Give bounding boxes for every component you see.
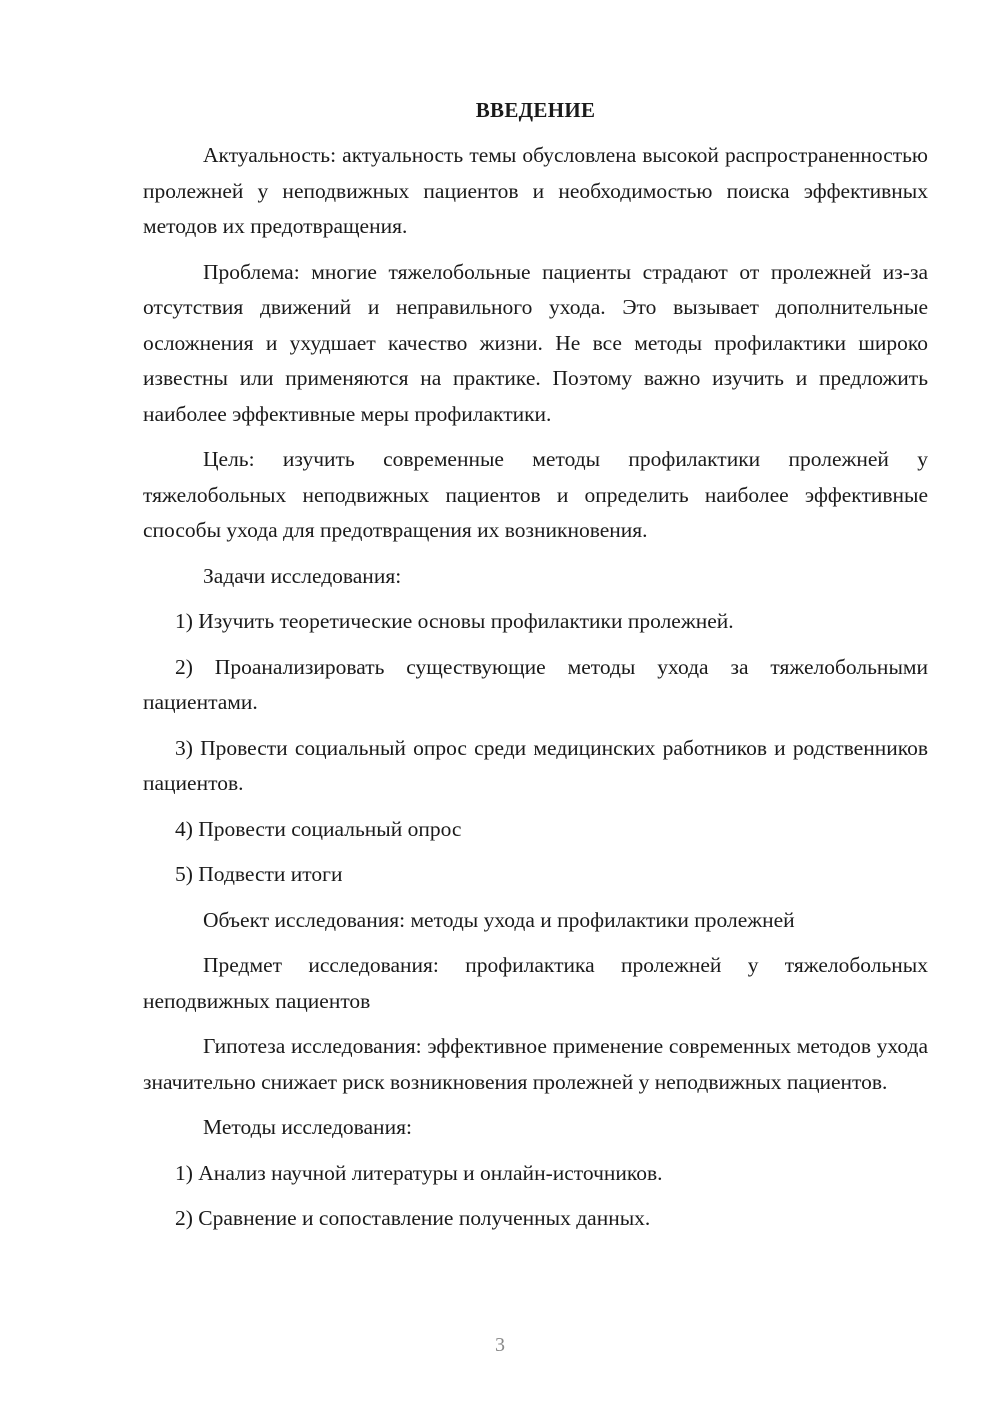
list-item-task-3: 3) Провести социальный опрос среди медицинских работников и родственников пациентов. <box>143 735 928 795</box>
paragraph-subject: Предмет исследования: профилактика пролежней у тяжелобольных неподвижных пациентов <box>143 953 928 1013</box>
list-item-task-1: 1) Изучить теоретические основы профилактики пролежней. <box>175 609 734 633</box>
paragraph-tasks-heading: Задачи исследования: <box>203 563 402 588</box>
list-item-task-2: 2) Проанализировать существующие методы ухода за тяжелобольными пациентами. <box>143 654 928 714</box>
page-title: ВВЕДЕНИЕ <box>475 98 596 122</box>
paragraph-goal: Цель: изучить современные методы профилактики пролежней у тяжелобольных неподвижных пациентов и определить наиболее эффективные способы ухода для предотвращения их возникновения. <box>143 447 928 542</box>
list-item-method-2: 2) Сравнение и сопоставление полученных данных. <box>175 1206 651 1230</box>
list-item-method-1: 1) Анализ научной литературы и онлайн-источников. <box>175 1160 663 1185</box>
paragraph-methods-heading: Методы исследования: <box>203 1115 412 1139</box>
document-page <box>143 92 928 1247</box>
paragraph-problem: Проблема: многие тяжелобольные пациенты страдают от пролежней из-за отсутствия движений и неправильного ухода. Это вызывает дополнительные осложнения и ухудшает качество жизни. Не все методы профилактики широко известны или применяются на практике. Поэтому важно изучить и предложить наиболее эффективные меры профилактики. <box>143 259 928 426</box>
list-item-task-4: 4) Провести социальный опрос <box>175 816 462 841</box>
list-item-task-5: 5) Подвести итоги <box>175 862 343 886</box>
paragraph-object: Объект исследования: методы ухода и профилактики пролежней <box>203 907 795 932</box>
paragraph-relevance: Актуальность: актуальность темы обусловлена высокой распространенностью пролежней у неподвижных пациентов и необходимостью поиска эффективных методов их предотвращения. <box>143 143 928 238</box>
page-number: 3 <box>495 1334 505 1356</box>
paragraph-hypothesis: Гипотеза исследования: эффективное применение современных методов ухода значительно снижает риск возникновения пролежней у неподвижных пациентов. <box>143 1034 928 1094</box>
